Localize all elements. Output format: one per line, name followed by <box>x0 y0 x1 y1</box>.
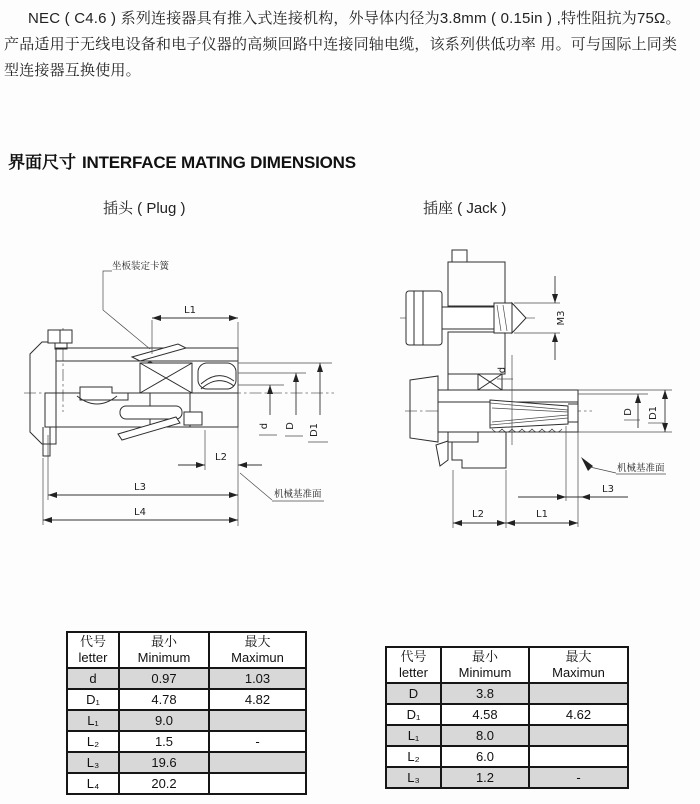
plug-dimensions-table <box>66 631 307 795</box>
min-cell: 4.78 <box>119 689 209 710</box>
minimum-column-header: 最小 Minimum <box>441 647 529 683</box>
letter-cell: L₃ <box>386 767 441 788</box>
datum-arrow <box>581 457 593 471</box>
min-cell: 1.2 <box>441 767 529 788</box>
plug-heading: 插头 ( Plug ) <box>103 200 186 217</box>
letter-cell: L₁ <box>386 725 441 746</box>
min-cell: 0.97 <box>119 668 209 689</box>
maximum-column-header: 最大 Maximun <box>529 647 628 683</box>
section-title-zh: 界面尺寸 <box>8 153 76 172</box>
plug-dim-D: D <box>285 422 296 430</box>
table-row <box>386 704 628 725</box>
max-cell <box>209 752 306 773</box>
min-cell: 4.58 <box>441 704 529 725</box>
letter-cell: d <box>67 668 119 689</box>
min-cell: 1.5 <box>119 731 209 752</box>
jack-dim-d: d <box>497 366 508 374</box>
min-cell: 8.0 <box>441 725 529 746</box>
table-row <box>386 725 628 746</box>
table-row <box>67 710 306 731</box>
table-header-row <box>67 632 306 668</box>
letter-cell: L₂ <box>67 731 119 752</box>
max-cell: - <box>529 767 628 788</box>
plug-callout-label: 坐板装定卡簧 <box>112 261 170 272</box>
letter-cell: D <box>386 683 441 704</box>
max-cell <box>529 746 628 767</box>
max-cell: 1.03 <box>209 668 306 689</box>
plug-dim-D1: D1 <box>309 422 320 438</box>
jack-dim-l3: L3 <box>602 484 614 495</box>
max-cell: 4.62 <box>529 704 628 725</box>
plug-drawing-figure <box>0 230 350 550</box>
plug-dim-d: d <box>259 422 270 430</box>
plug-datum-label: 机械基准面 <box>274 489 322 500</box>
min-cell: 9.0 <box>119 710 209 731</box>
jack-dim-D: D <box>623 408 634 416</box>
table-row <box>386 767 628 788</box>
max-cell <box>529 725 628 746</box>
max-cell: 4.82 <box>209 689 306 710</box>
plug-dim-l2: L2 <box>215 452 227 463</box>
section-title <box>8 148 356 173</box>
table-row <box>386 746 628 767</box>
letter-cell: L₄ <box>67 773 119 794</box>
max-cell <box>529 683 628 704</box>
min-cell: 19.6 <box>119 752 209 773</box>
jack-dim-D1: D1 <box>648 405 659 421</box>
jack-drawing-figure <box>350 230 700 550</box>
jack-dim-l1: L1 <box>536 509 548 520</box>
min-cell: 6.0 <box>441 746 529 767</box>
letter-column-header: 代号 letter <box>67 632 119 668</box>
jack-heading: 插座 ( Jack ) <box>423 200 507 217</box>
letter-cell: L₂ <box>386 746 441 767</box>
section-title-en: INTERFACE MATING DIMENSIONS <box>82 153 356 172</box>
table-row <box>67 773 306 794</box>
letter-cell: D₁ <box>67 689 119 710</box>
plug-dim-l4: L4 <box>134 507 146 518</box>
table-row <box>67 752 306 773</box>
jack-dimensions-table <box>385 646 629 789</box>
jack-datum-label: 机械基准面 <box>617 463 665 474</box>
plug-dim-l3: L3 <box>134 482 146 493</box>
max-cell <box>209 773 306 794</box>
table-header-row <box>386 647 628 683</box>
table-row <box>67 668 306 689</box>
jack-body <box>400 250 592 468</box>
intro-paragraph: NEC ( C4.6 ) 系列连接器具有推入式连接机构，外导体内径为3.8mm ( 0.15in ) ,特性阻抗为75Ω。产品适用于无线电设备和电子仪器的高频回路中连接同轴电缆，该系列供低功率 用。可与国际上同类型连接器互换使用。 <box>4 10 681 79</box>
jack-dim-m3: M3 <box>556 310 567 326</box>
plug-body <box>24 328 334 456</box>
max-cell <box>209 710 306 731</box>
table-row <box>67 731 306 752</box>
min-cell: 20.2 <box>119 773 209 794</box>
jack-dim-l2: L2 <box>472 509 484 520</box>
letter-cell: L₁ <box>67 710 119 731</box>
table-row <box>386 683 628 704</box>
max-cell: - <box>209 731 306 752</box>
maximum-column-header: 最大 Maximun <box>209 632 306 668</box>
letter-cell: L₃ <box>67 752 119 773</box>
letter-cell: D₁ <box>386 704 441 725</box>
jack-annotations <box>581 457 666 474</box>
letter-column-header: 代号 letter <box>386 647 441 683</box>
table-row <box>67 689 306 710</box>
plug-dim-l1: L1 <box>184 305 196 316</box>
min-cell: 3.8 <box>441 683 529 704</box>
minimum-column-header: 最小 Minimum <box>119 632 209 668</box>
